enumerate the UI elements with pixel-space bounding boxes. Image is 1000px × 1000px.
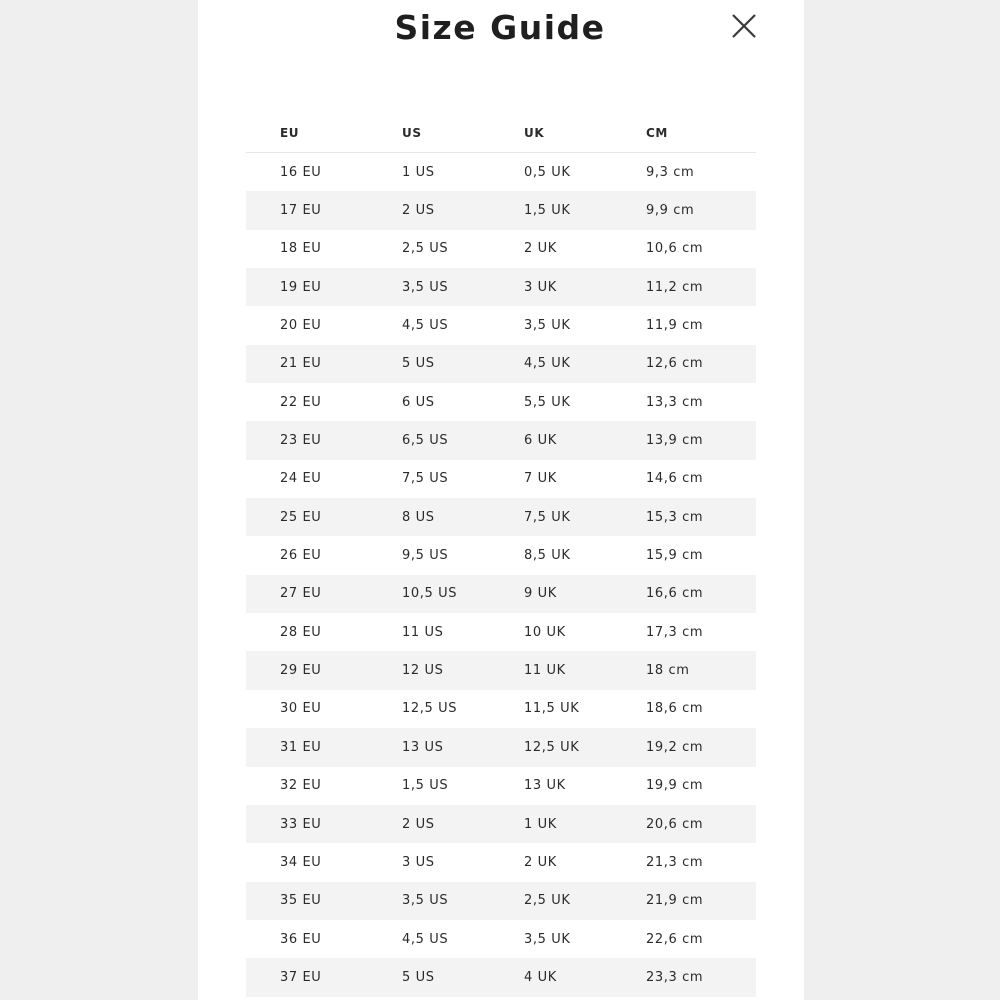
cell-cm: 18 cm bbox=[646, 663, 690, 679]
cell-eu: 20 EU bbox=[280, 318, 322, 334]
table-row bbox=[246, 421, 756, 459]
page-title: Size Guide bbox=[394, 8, 606, 47]
cell-cm: 9,9 cm bbox=[646, 203, 695, 219]
cell-uk: 2,5 UK bbox=[524, 893, 571, 909]
cell-cm: 19,2 cm bbox=[646, 739, 704, 755]
cell-us: 5 US bbox=[402, 356, 435, 372]
cell-eu: 18 EU bbox=[280, 241, 322, 257]
cell-eu: 37 EU bbox=[280, 969, 322, 985]
cell-us: 2 US bbox=[402, 203, 435, 219]
cell-us: 1 US bbox=[402, 164, 435, 180]
cell-uk: 3,5 UK bbox=[524, 931, 571, 947]
cell-us: 3 US bbox=[402, 854, 435, 870]
column-header-cm: CM bbox=[646, 126, 668, 140]
cell-uk: 8,5 UK bbox=[524, 548, 571, 564]
cell-cm: 13,3 cm bbox=[646, 394, 704, 410]
cell-uk: 13 UK bbox=[524, 778, 566, 794]
cell-cm: 20,6 cm bbox=[646, 816, 704, 832]
table-row bbox=[246, 805, 756, 843]
cell-uk: 1 UK bbox=[524, 816, 557, 832]
cell-us: 3,5 US bbox=[402, 279, 449, 295]
cell-cm: 15,9 cm bbox=[646, 548, 704, 564]
cell-us: 5 US bbox=[402, 969, 435, 985]
cell-cm: 18,6 cm bbox=[646, 701, 704, 717]
cell-cm: 21,3 cm bbox=[646, 854, 704, 870]
table-row bbox=[246, 882, 756, 920]
cell-us: 6,5 US bbox=[402, 433, 449, 449]
cell-us: 4,5 US bbox=[402, 318, 449, 334]
table-row bbox=[246, 230, 756, 268]
cell-uk: 4,5 UK bbox=[524, 356, 571, 372]
cell-cm: 10,6 cm bbox=[646, 241, 704, 257]
cell-eu: 30 EU bbox=[280, 701, 322, 717]
table-row bbox=[246, 153, 756, 191]
cell-uk: 2 UK bbox=[524, 854, 557, 870]
table-row bbox=[246, 498, 756, 536]
cell-eu: 17 EU bbox=[280, 203, 322, 219]
cell-eu: 35 EU bbox=[280, 893, 322, 909]
size-table bbox=[246, 114, 756, 997]
cell-uk: 9 UK bbox=[524, 586, 557, 602]
cell-eu: 29 EU bbox=[280, 663, 322, 679]
cell-eu: 16 EU bbox=[280, 164, 322, 180]
cell-uk: 12,5 UK bbox=[524, 739, 580, 755]
table-row bbox=[246, 958, 756, 996]
column-header-uk: UK bbox=[524, 126, 545, 140]
cell-eu: 26 EU bbox=[280, 548, 322, 564]
cell-eu: 27 EU bbox=[280, 586, 322, 602]
cell-us: 4,5 US bbox=[402, 931, 449, 947]
table-row bbox=[246, 460, 756, 498]
table-row bbox=[246, 345, 756, 383]
cell-uk: 3,5 UK bbox=[524, 318, 571, 334]
table-row bbox=[246, 690, 756, 728]
cell-us: 12 US bbox=[402, 663, 444, 679]
column-header-eu: EU bbox=[280, 126, 300, 140]
cell-eu: 19 EU bbox=[280, 279, 322, 295]
cell-uk: 11 UK bbox=[524, 663, 566, 679]
cell-cm: 17,3 cm bbox=[646, 624, 704, 640]
cell-us: 9,5 US bbox=[402, 548, 449, 564]
table-row bbox=[246, 613, 756, 651]
cell-uk: 7,5 UK bbox=[524, 509, 571, 525]
cell-eu: 34 EU bbox=[280, 854, 322, 870]
cell-cm: 22,6 cm bbox=[646, 931, 704, 947]
cell-us: 7,5 US bbox=[402, 471, 449, 487]
cell-cm: 14,6 cm bbox=[646, 471, 704, 487]
column-header-us: US bbox=[402, 126, 422, 140]
table-row bbox=[246, 767, 756, 805]
table-row bbox=[246, 575, 756, 613]
cell-eu: 21 EU bbox=[280, 356, 322, 372]
cell-us: 10,5 US bbox=[402, 586, 458, 602]
cell-cm: 13,9 cm bbox=[646, 433, 704, 449]
table-row bbox=[246, 651, 756, 689]
table-row bbox=[246, 383, 756, 421]
table-row bbox=[246, 920, 756, 958]
cell-us: 11 US bbox=[402, 624, 444, 640]
table-header-row bbox=[246, 114, 756, 153]
cell-us: 3,5 US bbox=[402, 893, 449, 909]
cell-uk: 1,5 UK bbox=[524, 203, 571, 219]
cell-uk: 5,5 UK bbox=[524, 394, 571, 410]
cell-cm: 9,3 cm bbox=[646, 164, 695, 180]
cell-eu: 36 EU bbox=[280, 931, 322, 947]
cell-cm: 11,9 cm bbox=[646, 318, 704, 334]
cell-uk: 11,5 UK bbox=[524, 701, 580, 717]
close-button[interactable] bbox=[728, 10, 760, 42]
cell-us: 2,5 US bbox=[402, 241, 449, 257]
cell-uk: 7 UK bbox=[524, 471, 557, 487]
cell-eu: 32 EU bbox=[280, 778, 322, 794]
cell-cm: 21,9 cm bbox=[646, 893, 704, 909]
cell-cm: 19,9 cm bbox=[646, 778, 704, 794]
cell-uk: 0,5 UK bbox=[524, 164, 571, 180]
table-row bbox=[246, 728, 756, 766]
cell-us: 12,5 US bbox=[402, 701, 458, 717]
cell-eu: 24 EU bbox=[280, 471, 322, 487]
close-icon bbox=[728, 10, 760, 42]
cell-cm: 11,2 cm bbox=[646, 279, 704, 295]
cell-eu: 28 EU bbox=[280, 624, 322, 640]
table-row bbox=[246, 843, 756, 881]
cell-uk: 2 UK bbox=[524, 241, 557, 257]
cell-eu: 33 EU bbox=[280, 816, 322, 832]
cell-us: 8 US bbox=[402, 509, 435, 525]
cell-cm: 16,6 cm bbox=[646, 586, 704, 602]
cell-cm: 23,3 cm bbox=[646, 969, 704, 985]
cell-uk: 4 UK bbox=[524, 969, 557, 985]
table-row bbox=[246, 191, 756, 229]
cell-us: 6 US bbox=[402, 394, 435, 410]
cell-uk: 3 UK bbox=[524, 279, 557, 295]
cell-uk: 10 UK bbox=[524, 624, 566, 640]
cell-us: 2 US bbox=[402, 816, 435, 832]
table-row bbox=[246, 268, 756, 306]
cell-eu: 23 EU bbox=[280, 433, 322, 449]
table-row bbox=[246, 536, 756, 574]
table-row bbox=[246, 306, 756, 344]
cell-uk: 6 UK bbox=[524, 433, 557, 449]
cell-eu: 25 EU bbox=[280, 509, 322, 525]
cell-cm: 12,6 cm bbox=[646, 356, 704, 372]
cell-us: 13 US bbox=[402, 739, 444, 755]
cell-eu: 22 EU bbox=[280, 394, 322, 410]
cell-us: 1,5 US bbox=[402, 778, 449, 794]
cell-cm: 15,3 cm bbox=[646, 509, 704, 525]
cell-eu: 31 EU bbox=[280, 739, 322, 755]
